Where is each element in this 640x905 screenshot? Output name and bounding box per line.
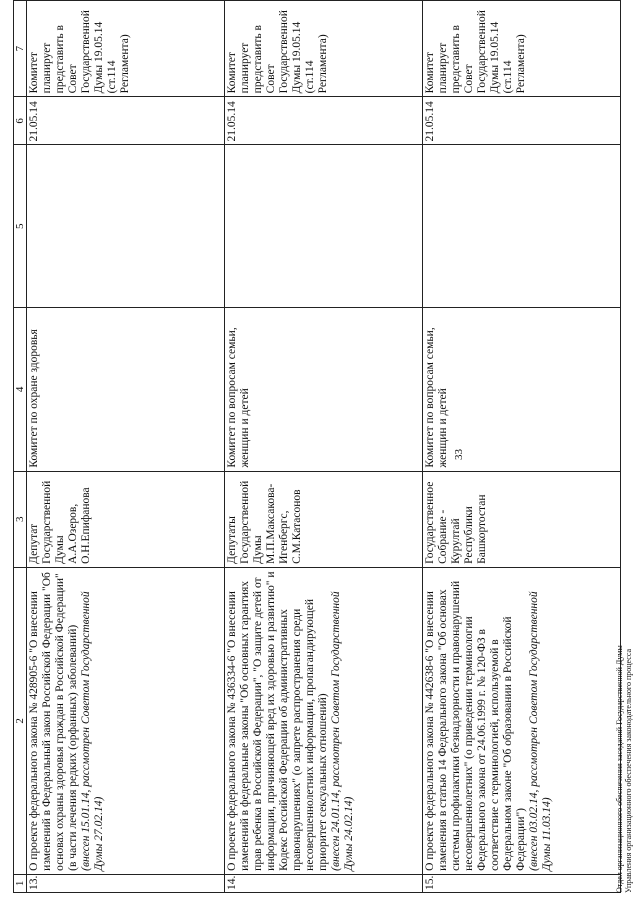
table-row xyxy=(27,1,225,893)
committee-cell: Комитет по охране здоровья xyxy=(27,308,225,472)
column-header: 2 xyxy=(14,567,27,874)
column-header: 4 xyxy=(14,308,27,472)
page-number: 33 xyxy=(453,449,465,460)
header-row xyxy=(14,1,27,893)
bill-title-cell xyxy=(27,567,225,874)
committee-cell: Комитет по вопросам семьи, женщин и детей xyxy=(423,308,621,472)
bill-note: (внесен 24.01.14, рассмотрен Советом Государственной Думы 24.02.14) xyxy=(330,591,355,871)
column-header: 6 xyxy=(14,97,27,145)
status-cell: Комитет планирует представить в Совет Государственной Думы 19.05.14 (ст.114 Регламента) xyxy=(225,1,423,97)
initiator-cell: Депутаты Государственной Думы М.П.Максакова-Игенбергс, С.М.Катасонов xyxy=(225,471,423,567)
bill-title: О проекте федерального закона № 442638-6 "О внесении изменения в статью 14 Федерального закона "Об основах системы профилактики безнадзорности и правонарушений несовершеннолетних" (о приведении терминологии Федерального закона от 24.06.1999 г. № 120-ФЗ в соответствие с терминологией, используемой в Федеральном законе "Об образовании в Российской Федерации") xyxy=(424,580,527,871)
bill-title: О проекте федерального закона № 436334-6 "О внесении изменений в федеральные законы "Об основных гарантиях прав ребенка в Российской Федерации", "О защите детей от информации, причиняющей вред их здоровью и развитию" и Кодекс Российской Федерации об административных правонарушениях" (о запрете распространения среди несовершеннолетних информации, пропагандирующей приоритет сексуальных отношений) xyxy=(226,571,329,871)
initiator-cell: Депутат Государственной Думы А.А.Озеров, О.Н.Епифанова xyxy=(27,471,225,567)
bill-title-cell xyxy=(225,567,423,874)
empty-cell xyxy=(423,145,621,308)
column-header: 5 xyxy=(14,145,27,308)
empty-cell xyxy=(27,145,225,308)
bill-title-cell xyxy=(423,567,621,874)
column-header: 1 xyxy=(14,874,27,892)
date-cell: 21.05.14 xyxy=(225,97,423,145)
committee-cell: Комитет по вопросам семьи, женщин и детей xyxy=(225,308,423,472)
table-row xyxy=(225,1,423,893)
row-number: 14. xyxy=(225,874,423,892)
table-row xyxy=(423,1,621,893)
footnote-line: Управления организационного обеспечения законодательного процесса xyxy=(624,648,633,893)
bill-title: О проекте федерального закона № 428905-6 "О внесении изменений в Федеральный закон Российской Федерации "Об основах охраны здоровья граждан в Российской Федерации" (в части лечения редких (орфанных) заболеваний) xyxy=(28,572,79,871)
column-header: 7 xyxy=(14,1,27,97)
row-number: 15. xyxy=(423,874,621,892)
date-cell: 21.05.14 xyxy=(423,97,621,145)
status-cell: Комитет планирует представить в Совет Государственной Думы 19.05.14 (ст.114 Регламента) xyxy=(423,1,621,97)
empty-cell xyxy=(225,145,423,308)
bill-note: (внесен 03.02.14, рассмотрен Советом Государственной Думы 11.03.14) xyxy=(528,591,553,871)
date-cell: 21.05.14 xyxy=(27,97,225,145)
initiator-cell: Государственное Собрание - Курултай Республики Башкортостан xyxy=(423,471,621,567)
footnote xyxy=(615,645,633,893)
status-cell: Комитет планирует представить в Совет Государственной Думы 19.05.14 (ст.114 Регламента) xyxy=(27,1,225,97)
footnote-line: Отдел организационного обеспечения заседаний Государственной Думы xyxy=(615,645,624,893)
bills-table xyxy=(13,0,621,893)
column-header: 3 xyxy=(14,471,27,567)
row-number: 13. xyxy=(27,874,225,892)
bill-note: (внесен 15.01.14, рассмотрен Советом Государственной Думы 27.02.14) xyxy=(80,591,105,871)
